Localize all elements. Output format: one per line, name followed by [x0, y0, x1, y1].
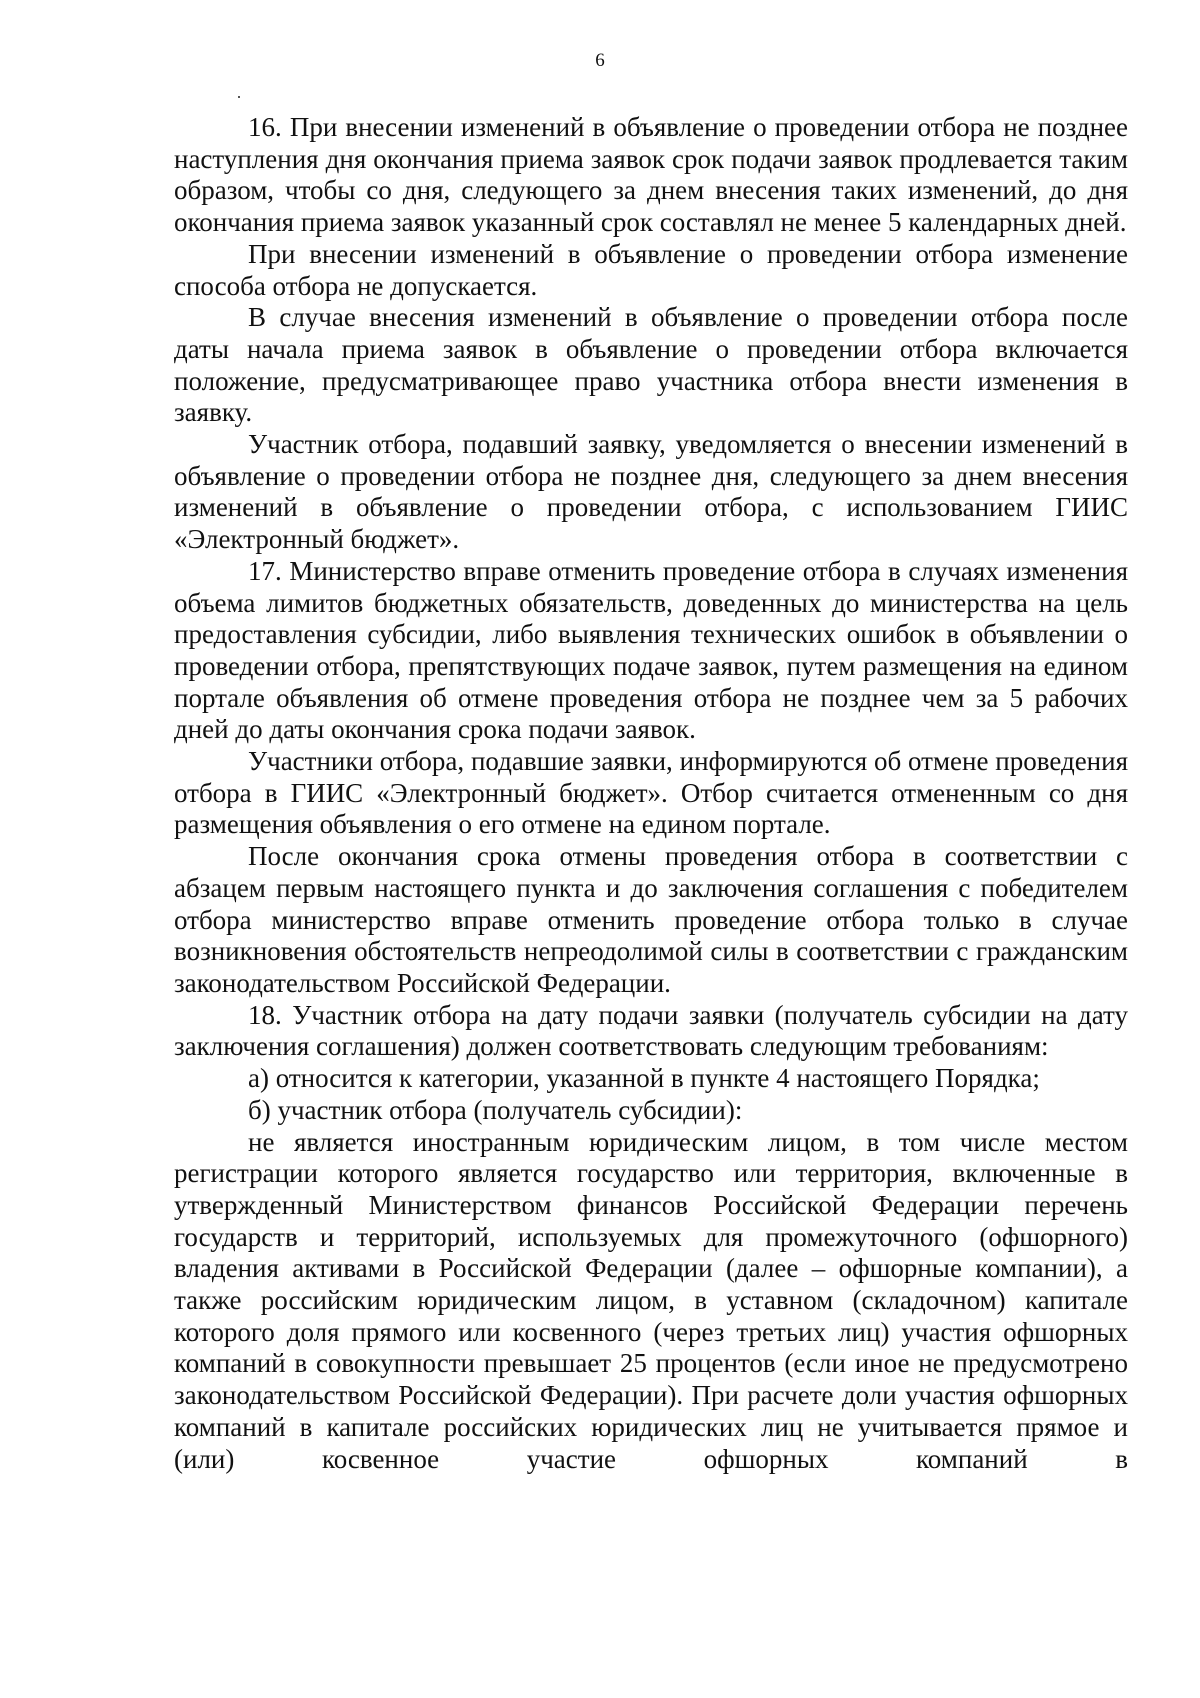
paragraph-cancellation-notice: Участники отбора, подавшие заявки, информируются об отмене проведения отбора в ГИИС «Электронный бюджет». Отбор считается отмененным со дня размещения объявления о его отмене на едином портале. — [174, 746, 1128, 840]
page-number: 6 — [595, 50, 605, 71]
scan-artifact — [238, 96, 240, 98]
paragraph-offshore: не является иностранным юридическим лицом, в том числе местом регистрации которого является государство или территория, включенные в утвержденный Министерством финансов Российской Федерации перечень государств и территорий, используемых для промежуточного (офшорного) владения активами в Российской Федерации (далее – офшорные компании), а также российским юридическим лицом, в уставном (складочном) капитале которого доля прямого или косвенного (через третьих лиц) участия офшорных компаний в совокупности превышает 25 процентов (если иное не предусмотрено законодательством Российской Федерации). При расчете доли участия офшорных компаний в капитале российских юридических лиц не учитывается прямое и (или) косвенное участие офшорных компаний в — [174, 1126, 1128, 1474]
paragraph-force-majeure: После окончания срока отмены проведения отбора в соответствии с абзацем первым настоящего пункта и до заключения соглашения с победителем отбора министерство вправе отменить проведение отбора только в случае возникновения обстоятельств непреодолимой силы в соответствии с гражданским законодательством Российской Федерации. — [174, 841, 1128, 998]
paragraph-applicant-right: В случае внесения изменений в объявление о проведении отбора после даты начала приема заявок в объявление о проведении отбора включается положение, предусматривающее право участника отбора внести изменения в заявку. — [174, 302, 1128, 428]
paragraph-notification: Участник отбора, подавший заявку, уведомляется о внесении изменений в объявление о проведении отбора не позднее дня, следующего за днем внесения изменений в объявление о проведении отбора, с использованием ГИИС «Электронный бюджет». — [174, 429, 1128, 555]
paragraph-17-cancellation: 17. Министерство вправе отменить проведение отбора в случаях изменения объема лимитов бюджетных обязательств, доведенных до министерства на цель предоставления субсидии, либо выявления технических ошибок в объявлении о проведении отбора, препятствующих подаче заявок, путем размещения на едином портале объявления об отмене проведения отбора не позднее чем за 5 рабочих дней до даты окончания срока подачи заявок. — [174, 555, 1128, 745]
document-body — [174, 112, 1128, 1475]
paragraph-method-change: При внесении изменений в объявление о проведении отбора изменение способа отбора не допускается. — [174, 238, 1128, 301]
paragraph-16-extension: 16. При внесении изменений в объявление о проведении отбора не позднее наступления дня окончания приема заявок срок подачи заявок продлевается таким образом, чтобы со дня, следующего за днем внесения таких изменений, до дня окончания приема заявок указанный срок составлял не менее 5 календарных дней. — [174, 112, 1128, 238]
paragraph-requirement-a: а) относится к категории, указанной в пункте 4 настоящего Порядка; — [248, 1063, 1040, 1094]
paragraph-18-requirements: 18. Участник отбора на дату подачи заявки (получатель субсидии на дату заключения соглашения) должен соответствовать следующим требованиям: — [174, 999, 1128, 1062]
paragraph-requirement-b: б) участник отбора (получатель субсидии): — [248, 1094, 743, 1125]
